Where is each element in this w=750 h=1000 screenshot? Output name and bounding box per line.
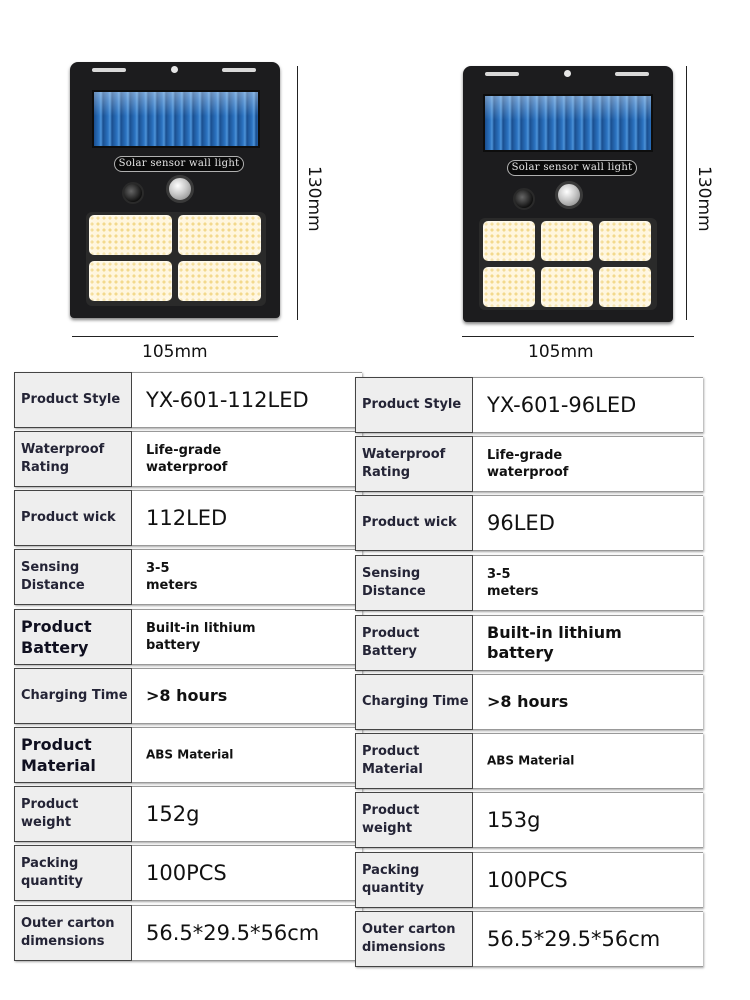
- spec-row-product-style: [14, 372, 362, 428]
- spec-row-wick: [14, 490, 362, 546]
- spec-label: Charging Time: [21, 688, 128, 703]
- spec-row-charging: [14, 668, 362, 724]
- spec-row-packing: [355, 852, 703, 908]
- light-sensor-icon: [513, 188, 535, 210]
- spec-label: Product Battery: [362, 626, 420, 659]
- spec-value: 56.5*29.5*56cm: [146, 921, 320, 945]
- spec-row-waterproof: [355, 436, 703, 492]
- led-module: [178, 261, 261, 301]
- spec-row-carton: [14, 905, 362, 961]
- spec-value: Built-in lithium battery: [146, 621, 256, 653]
- height-dimension-line: [297, 66, 298, 320]
- spec-row-wick: [355, 495, 703, 551]
- spec-value: >8 hours: [487, 692, 569, 711]
- spec-value: 96LED: [487, 511, 555, 535]
- spec-value: Life-grade waterproof: [487, 448, 569, 480]
- spec-label: Product weight: [362, 803, 420, 836]
- spec-row-weight: [355, 792, 703, 848]
- spec-label: Product weight: [21, 797, 79, 830]
- led-module: [178, 215, 261, 255]
- led-module: [483, 267, 535, 307]
- lamp-label: Solar sensor wall light: [114, 156, 244, 172]
- spec-label: Charging Time: [362, 694, 469, 709]
- spec-row-charging: [355, 674, 703, 730]
- spec-value: 112LED: [146, 506, 228, 530]
- spec-label: Product Battery: [21, 617, 92, 657]
- spec-row-weight: [14, 786, 362, 842]
- spec-value: 152g: [146, 802, 200, 826]
- spec-value: ABS Material: [487, 753, 575, 768]
- led-array: [86, 212, 266, 306]
- spec-value: 153g: [487, 808, 541, 832]
- spec-label: Waterproof Rating: [362, 447, 446, 480]
- spec-label: Packing quantity: [362, 863, 424, 896]
- motion-sensor-icon: [555, 181, 583, 209]
- spec-row-carton: [355, 911, 703, 967]
- height-dimension-label: 130mm: [694, 166, 714, 232]
- screw-icon: [171, 66, 178, 73]
- spec-label: Product Material: [21, 735, 96, 775]
- spec-label: Product Style: [21, 392, 121, 407]
- spec-value: 100PCS: [146, 861, 227, 885]
- solar-panel: [92, 90, 260, 148]
- spec-label: Sensing Distance: [362, 566, 426, 599]
- spec-value: 3-5 meters: [487, 567, 539, 599]
- solar-wall-light-96led: [463, 66, 673, 322]
- mount-bracket-left: [485, 72, 519, 76]
- spec-row-battery: [355, 615, 703, 671]
- spec-row-waterproof: [14, 431, 362, 487]
- led-module: [541, 221, 593, 261]
- height-dimension-line: [686, 66, 687, 320]
- spec-row-product-style: [355, 377, 703, 433]
- spec-value: ABS Material: [146, 747, 234, 762]
- mount-bracket-left: [92, 68, 126, 72]
- width-dimension-label: 105mm: [528, 342, 594, 362]
- spec-value: Built-in lithium battery: [487, 623, 622, 662]
- led-array: [479, 218, 657, 310]
- spec-label: Product wick: [362, 515, 457, 530]
- width-dimension-label: 105mm: [142, 342, 208, 362]
- spec-value: 56.5*29.5*56cm: [487, 927, 661, 951]
- spec-label: Waterproof Rating: [21, 442, 105, 475]
- spec-row-sensing: [14, 549, 362, 605]
- spec-label: Packing quantity: [21, 856, 83, 889]
- spec-value: 3-5 meters: [146, 561, 198, 593]
- led-module: [541, 267, 593, 307]
- width-dimension-line: [462, 336, 694, 337]
- width-dimension-line: [72, 336, 278, 337]
- mount-bracket-right: [615, 72, 649, 76]
- spec-value: Life-grade waterproof: [146, 443, 228, 475]
- spec-label: Outer carton dimensions: [21, 916, 115, 949]
- spec-row-material: [355, 733, 703, 789]
- light-sensor-icon: [122, 182, 144, 204]
- spec-value: YX-601-96LED: [487, 393, 637, 417]
- solar-panel: [483, 94, 653, 152]
- led-module: [89, 261, 172, 301]
- spec-label: Product wick: [21, 510, 116, 525]
- spec-label: Outer carton dimensions: [362, 922, 456, 955]
- spec-label: Sensing Distance: [21, 560, 85, 593]
- motion-sensor-icon: [166, 175, 194, 203]
- spec-row-material: [14, 727, 362, 783]
- spec-label: Product Material: [362, 744, 423, 777]
- lamp-label: Solar sensor wall light: [507, 160, 637, 176]
- led-module: [599, 221, 651, 261]
- spec-value: 100PCS: [487, 868, 568, 892]
- spec-value: >8 hours: [146, 686, 228, 705]
- led-module: [483, 221, 535, 261]
- spec-label: Product Style: [362, 397, 462, 412]
- solar-wall-light-112led: [70, 62, 280, 318]
- spec-row-packing: [14, 845, 362, 901]
- spec-value: YX-601-112LED: [146, 388, 309, 412]
- screw-icon: [564, 70, 571, 77]
- led-module: [89, 215, 172, 255]
- led-module: [599, 267, 651, 307]
- mount-bracket-right: [222, 68, 256, 72]
- spec-row-battery: [14, 609, 362, 665]
- height-dimension-label: 130mm: [304, 166, 324, 232]
- spec-row-sensing: [355, 555, 703, 611]
